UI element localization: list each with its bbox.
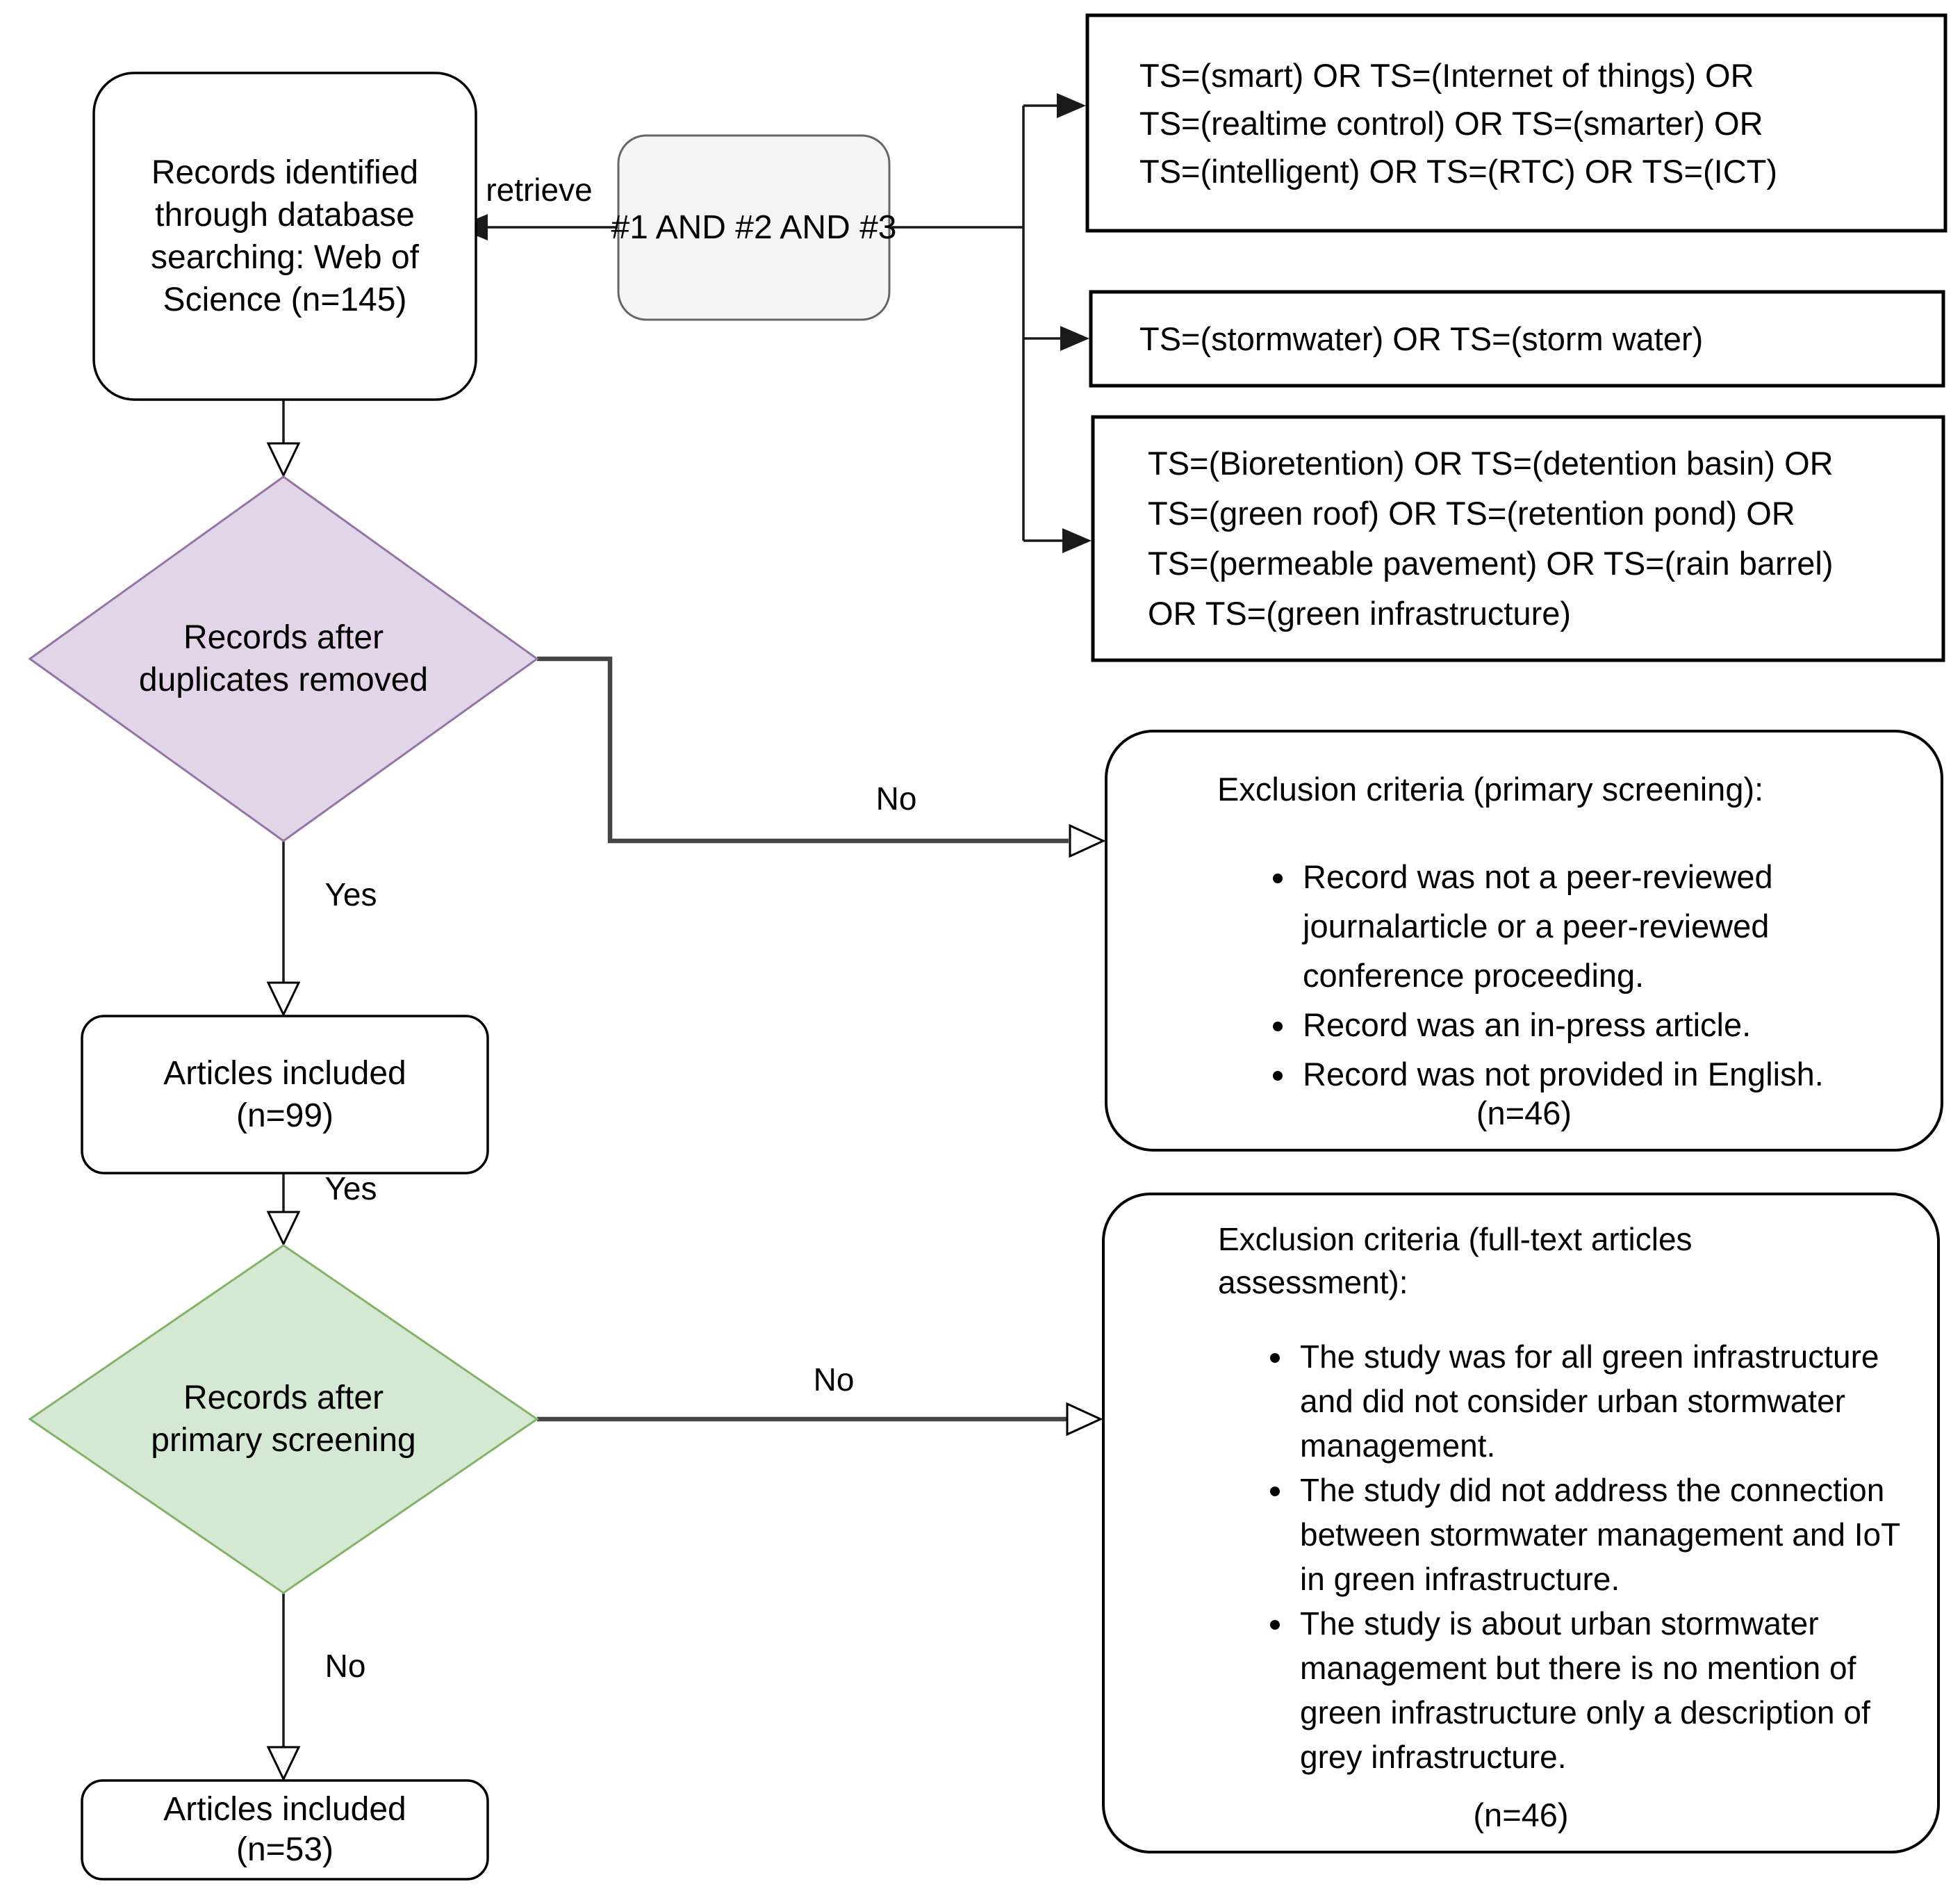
arrowhead-branch-1	[1057, 93, 1086, 118]
arrowhead-duplicates-top	[268, 443, 299, 475]
duplicates-removed-label: Records after duplicates removed	[138, 619, 429, 698]
arrowhead-branch-3	[1062, 528, 1092, 553]
exclusion-bullet: • The study was for all green infrastructure and did not consider urban stormwater management.	[1294, 1334, 1923, 1468]
exclusion-bullet: • Record was not a peer-reviewed journalarticle or a peer-reviewed conference proceeding.	[1297, 852, 1927, 1000]
exclusion-bullet: • Record was not provided in English.	[1297, 1049, 1927, 1099]
articles-included-53-label: Articles included (n=53)	[163, 1791, 406, 1868]
primary-screening-label: Records after primary screening	[151, 1380, 416, 1459]
exclusion-primary-content	[1106, 731, 1942, 1150]
exclusion-fulltext-count: (n=46)	[1473, 1796, 1569, 1833]
exclusion-bullet: • The study did not address the connection between stormwater management and IoT in green infrastructure.	[1294, 1468, 1923, 1601]
exclusion-fulltext-content	[1103, 1194, 1938, 1852]
exclusion-fulltext-bullet-list	[1145, 1334, 1929, 1779]
query-combined-label: #1 AND #2 AND #3	[611, 209, 897, 246]
arrowhead-exclusion-fulltext	[1067, 1404, 1101, 1434]
arrowhead-articles99-top	[268, 983, 299, 1015]
arrowhead-screening-top	[268, 1212, 299, 1244]
duplicates-no-label: No	[875, 780, 917, 817]
ts-query-3-label: TS=(Bioretention) OR TS=(detention basin) OR TS=(green roof) OR TS=(retention pond) OR TS=(permeable pavement) OR TS=(rain barrel) OR TS=(green infrastructure)	[1148, 445, 1834, 632]
articles-included-99-label: Articles included (n=99)	[163, 1055, 406, 1134]
screening-no-down-label: No	[324, 1648, 366, 1684]
records-identified-label: Records identified through database searching: Web of Science (n=145)	[151, 154, 419, 318]
screening-no-right-label: No	[813, 1361, 855, 1398]
articles-yes-label: Yes	[324, 1170, 377, 1206]
duplicates-yes-label: Yes	[324, 876, 377, 912]
exclusion-primary-title: Exclusion criteria (primary screening):	[1217, 771, 1764, 808]
exclusion-bullet: • The study is about urban stormwater management but there is no mention of green infrastructure only a description of grey infrastructure.	[1294, 1601, 1923, 1779]
ts-query-1-label: TS=(smart) OR TS=(Internet of things) OR TS=(realtime control) OR TS=(smarter) OR TS=(intelligent) OR TS=(RTC) OR TS=(ICT)	[1139, 56, 1777, 190]
arrowhead-branch-2	[1060, 326, 1089, 351]
edge-duplicates-no	[537, 659, 1069, 841]
ts-query-2-label: TS=(stormwater) OR TS=(storm water)	[1139, 320, 1704, 357]
exclusion-fulltext-title: Exclusion criteria (full-text articles assessment):	[1218, 1221, 1702, 1300]
exclusion-primary-bullet-list	[1148, 852, 1932, 1099]
exclusion-bullet: • Record was an in-press article.	[1297, 1000, 1927, 1049]
retrieve-edge-label: retrieve	[486, 172, 593, 208]
arrowhead-exclusion-primary	[1070, 826, 1103, 856]
exclusion-primary-count: (n=46)	[1476, 1095, 1572, 1131]
arrowhead-articles53-top	[268, 1747, 299, 1779]
